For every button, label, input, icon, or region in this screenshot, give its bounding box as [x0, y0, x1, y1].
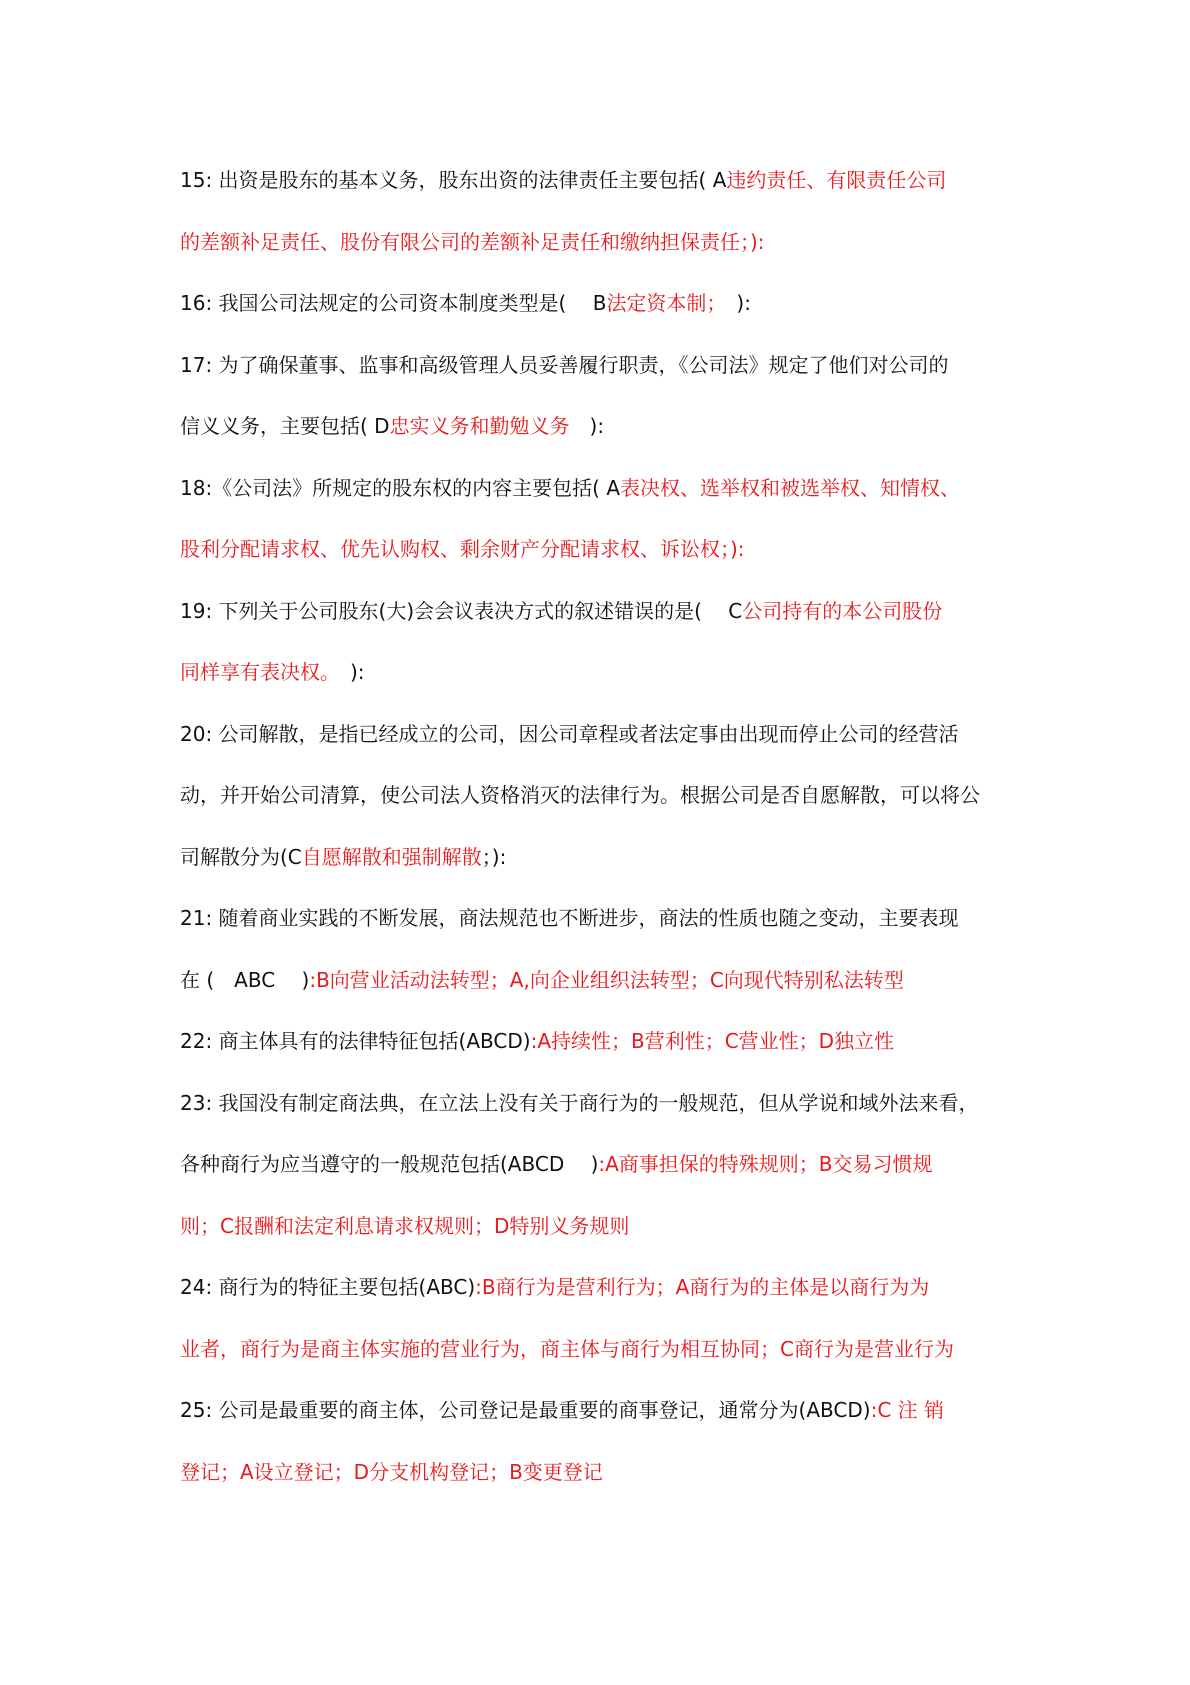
question-text: 21: 随着商业实践的不断发展，商法规范也不断进步，商法的性质也随之变动，主要表现: [180, 906, 959, 930]
question-text: 动，并开始公司清算，使公司法人资格消灭的法律行为。根据公司是否自愿解散，可以将公: [180, 783, 980, 807]
answer-text: 表决权、选举权和被选举权、知情权、: [620, 475, 961, 500]
answer-text: :A持续性；B营利性；C营业性；D独立性: [530, 1029, 895, 1053]
answer-text: :B商行为是营利行为；A商行为的主体是以商行为为: [475, 1275, 930, 1299]
text-line: [180, 150, 1020, 212]
answer-text: 自愿解散和强制解散: [301, 844, 482, 869]
text-line: [180, 212, 1020, 274]
question-text: 22: 商主体具有的法律特征包括(ABCD): [180, 1029, 531, 1053]
text-line: [180, 396, 1020, 458]
question-text: 19: 下列关于公司股东(大)会会议表决方式的叙述错误的是( C: [180, 598, 743, 623]
text-line: [180, 581, 1020, 643]
document-page: [180, 150, 1020, 1503]
text-line: [180, 273, 1020, 335]
text-line: [180, 827, 1020, 889]
question-text: 18:《公司法》所规定的股东权的内容主要包括( A: [180, 475, 621, 500]
question-tail: ；):: [481, 844, 507, 869]
text-line: [180, 1442, 1020, 1504]
text-line: [180, 1319, 1020, 1381]
text-line: [180, 1134, 1020, 1196]
question-text: 23: 我国没有制定商法典，在立法上没有关于商行为的一般规范，但从学说和域外法来看，: [180, 1090, 979, 1115]
answer-text: :C 注 销: [870, 1398, 944, 1422]
question-tail: ):: [569, 414, 605, 438]
question-text: 16: 我国公司法规定的公司资本制度类型是( B: [180, 291, 607, 315]
question-tail: ):: [330, 660, 365, 684]
text-line: [180, 1011, 1020, 1073]
answer-text: 违约责任、有限责任公司: [726, 168, 947, 192]
question-text: 在 ( ABC ): [180, 967, 310, 992]
question-tail: ):: [716, 291, 751, 315]
answer-text: 的差额补足责任、股份有限公司的差额补足责任和缴纳担保责任；):: [180, 229, 765, 254]
text-line: [180, 704, 1020, 766]
question-text: 25: 公司是最重要的商主体，公司登记是最重要的商事登记，通常分为(ABCD): [180, 1398, 871, 1422]
answer-text: 忠实义务和勤勉义务: [389, 414, 570, 438]
answer-text: 业者，商行为是商主体实施的营业行为，商主体与商行为相互协同；C商行为是营业行为: [180, 1336, 954, 1361]
answer-text: 登记；A设立登记；D分支机构登记；B变更登记: [180, 1459, 603, 1484]
question-text: 信义义务，主要包括( D: [180, 414, 390, 438]
text-line: [180, 519, 1020, 581]
question-text: 20: 公司解散，是指已经成立的公司，因公司章程或者法定事由出现而停止公司的经营活: [180, 721, 959, 746]
answer-text: :A商事担保的特殊规则；B交易习惯规: [598, 1152, 933, 1176]
answer-text: :B向营业活动法转型；A,向企业组织法转型；C向现代特别私法转型: [309, 967, 904, 992]
text-line: [180, 950, 1020, 1012]
text-line: [180, 1196, 1020, 1258]
answer-text: 股利分配请求权、优先认购权、剩余财产分配请求权、诉讼权；):: [180, 537, 745, 561]
text-line: [180, 1380, 1020, 1442]
text-line: [180, 765, 1020, 827]
text-line: [180, 335, 1020, 397]
text-line: [180, 888, 1020, 950]
question-text: 17: 为了确保董事、监事和高级管理人员妥善履行职责，《公司法》规定了他们对公司的: [180, 352, 949, 377]
text-line: [180, 1073, 1020, 1135]
question-text: 24: 商行为的特征主要包括(ABC): [180, 1275, 476, 1299]
answer-text: 公司持有的本公司股份: [742, 598, 943, 623]
question-text: 15: 出资是股东的基本义务，股东出资的法律责任主要包括( A: [180, 168, 727, 192]
answer-text: 同样享有表决权。: [180, 660, 330, 684]
question-text: 各种商行为应当遵守的一般规范包括(ABCD ): [180, 1152, 599, 1176]
text-line: [180, 1257, 1020, 1319]
question-text: 司解散分为(C: [180, 844, 302, 869]
answer-text: 则；C报酬和法定利息请求权规则；D特别义务规则: [180, 1213, 630, 1238]
text-line: [180, 642, 1020, 704]
answer-text: 法定资本制；: [606, 291, 717, 315]
text-line: [180, 458, 1020, 520]
